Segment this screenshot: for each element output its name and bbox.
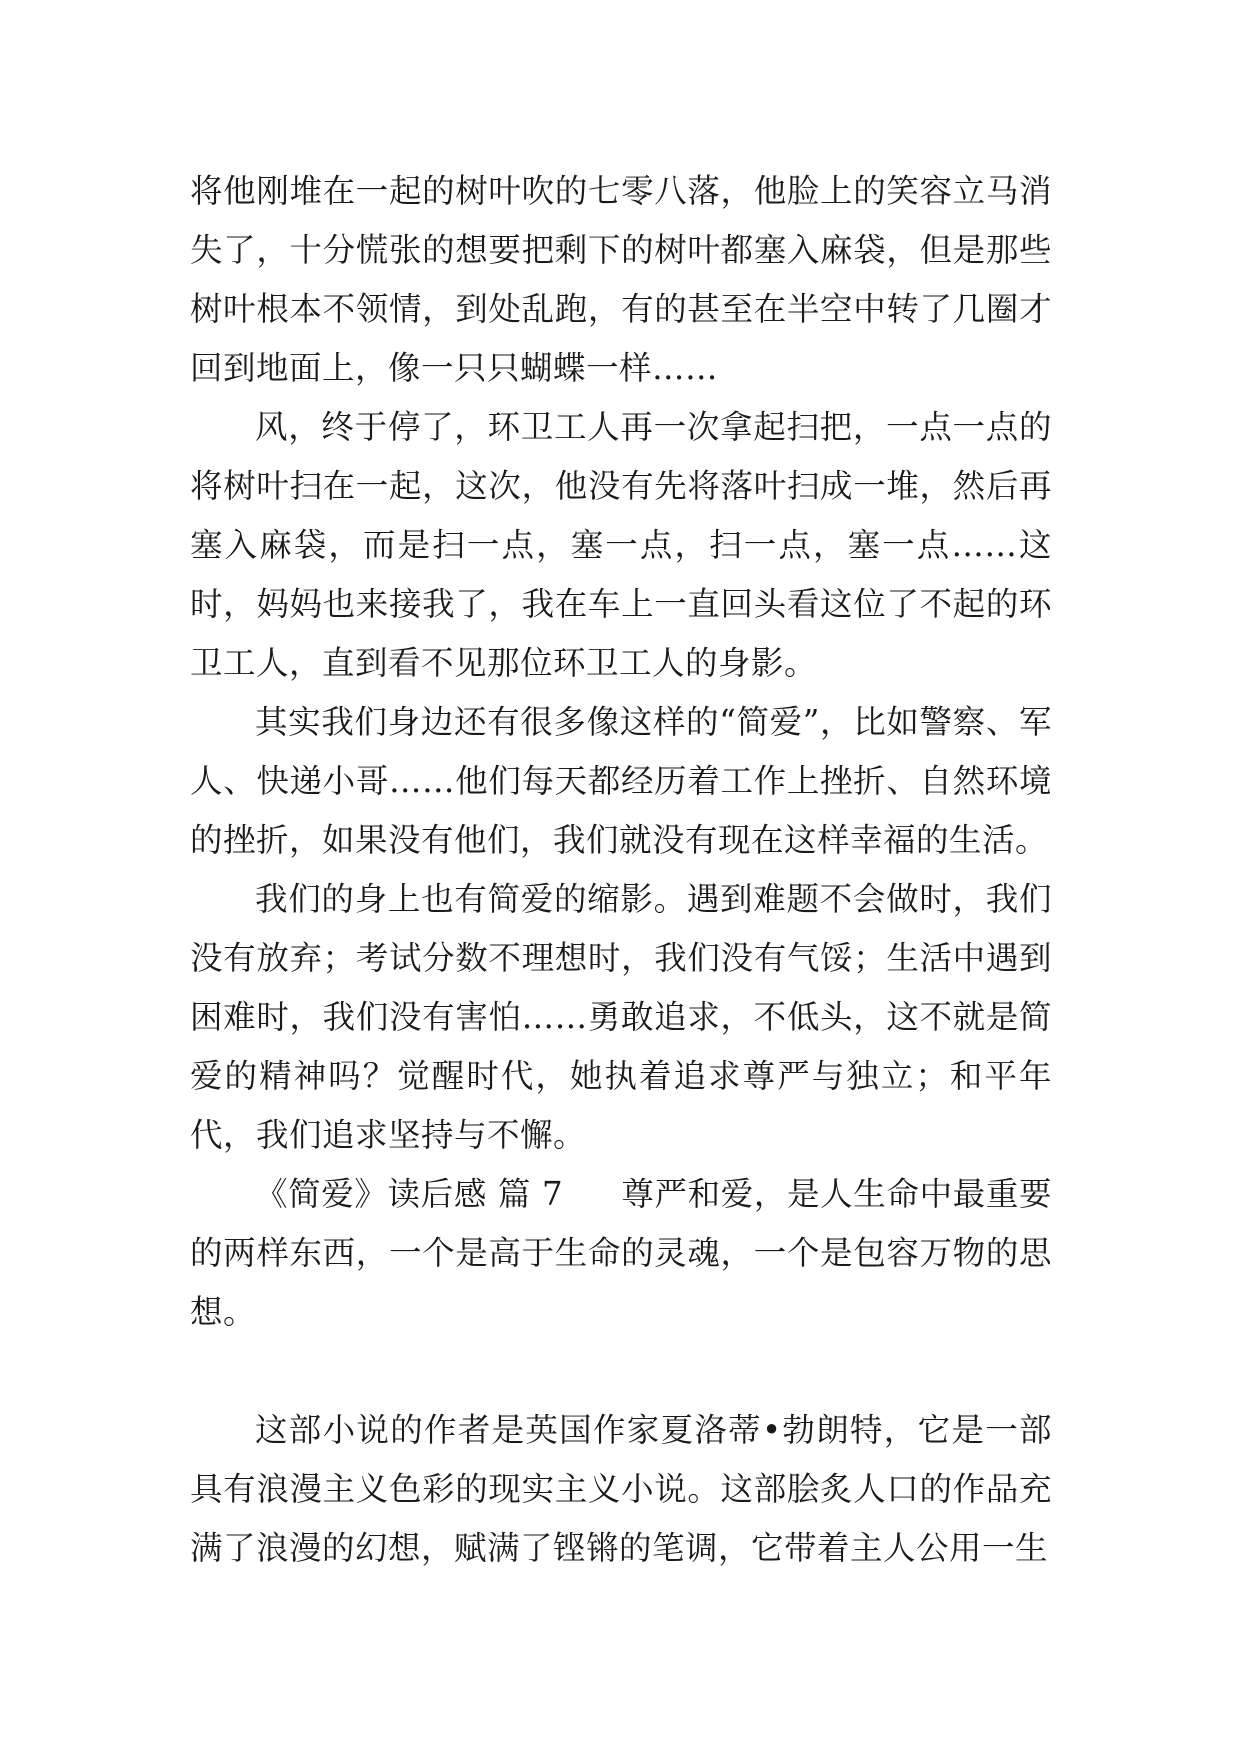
article-heading: 《简爱》读后感 篇 7 [255, 1175, 564, 1213]
paragraph-gap [190, 1342, 1052, 1401]
paragraph-novel-author: 这部小说的作者是英国作家夏洛蒂•勃朗特，它是一部具有浪漫主义色彩的现实主义小说。这部脍炙人口的作品充满了浪漫的幻想，赋满了铿锵的笔调，它带着主人公用一生 [190, 1411, 1052, 1567]
paragraph-people-around-us: 其实我们身边还有很多像这样的“简爱”，比如警察、军人、快递小哥……他们每天都经历着工作上挫折、自然环境的挫折，如果没有他们，我们就没有现在这样幸福的生活。 [190, 703, 1052, 859]
paragraph-wind-stopped: 风，终于停了，环卫工人再一次拿起扫把，一点一点的将树叶扫在一起，这次，他没有先将落叶扫成一堆，然后再塞入麻袋，而是扫一点，塞一点，扫一点，塞一点……这时，妈妈也来接我了，我在车上一直回头看这位了不起的环卫工人，直到看不见那位环卫工人的身影。 [190, 408, 1052, 682]
paragraph-article-7 [190, 1165, 1052, 1342]
document-body [190, 162, 1052, 1578]
paragraph-leaves-scattered: 将他刚堆在一起的树叶吹的七零八落，他脸上的笑容立马消失了，十分慌张的想要把剩下的树叶都塞入麻袋，但是那些树叶根本不领情，到处乱跑，有的甚至在半空中转了几圈才回到地面上，像一只只蝴蝶一样…… [190, 172, 1052, 387]
paragraph-jane-eyre-in-us: 我们的身上也有简爱的缩影。遇到难题不会做时，我们没有放弃；考试分数不理想时，我们没有气馁；生活中遇到困难时，我们没有害怕……勇敢追求，不低头，这不就是简爱的精神吗？觉醒时代，她执着追求尊严与独立；和平年代，我们追求坚持与不懈。 [190, 880, 1052, 1154]
article-intro-text: 尊严和爱，是人生命中最重要的两样东西，一个是高于生命的灵魂，一个是包容万物的思想。 [190, 1175, 1052, 1331]
